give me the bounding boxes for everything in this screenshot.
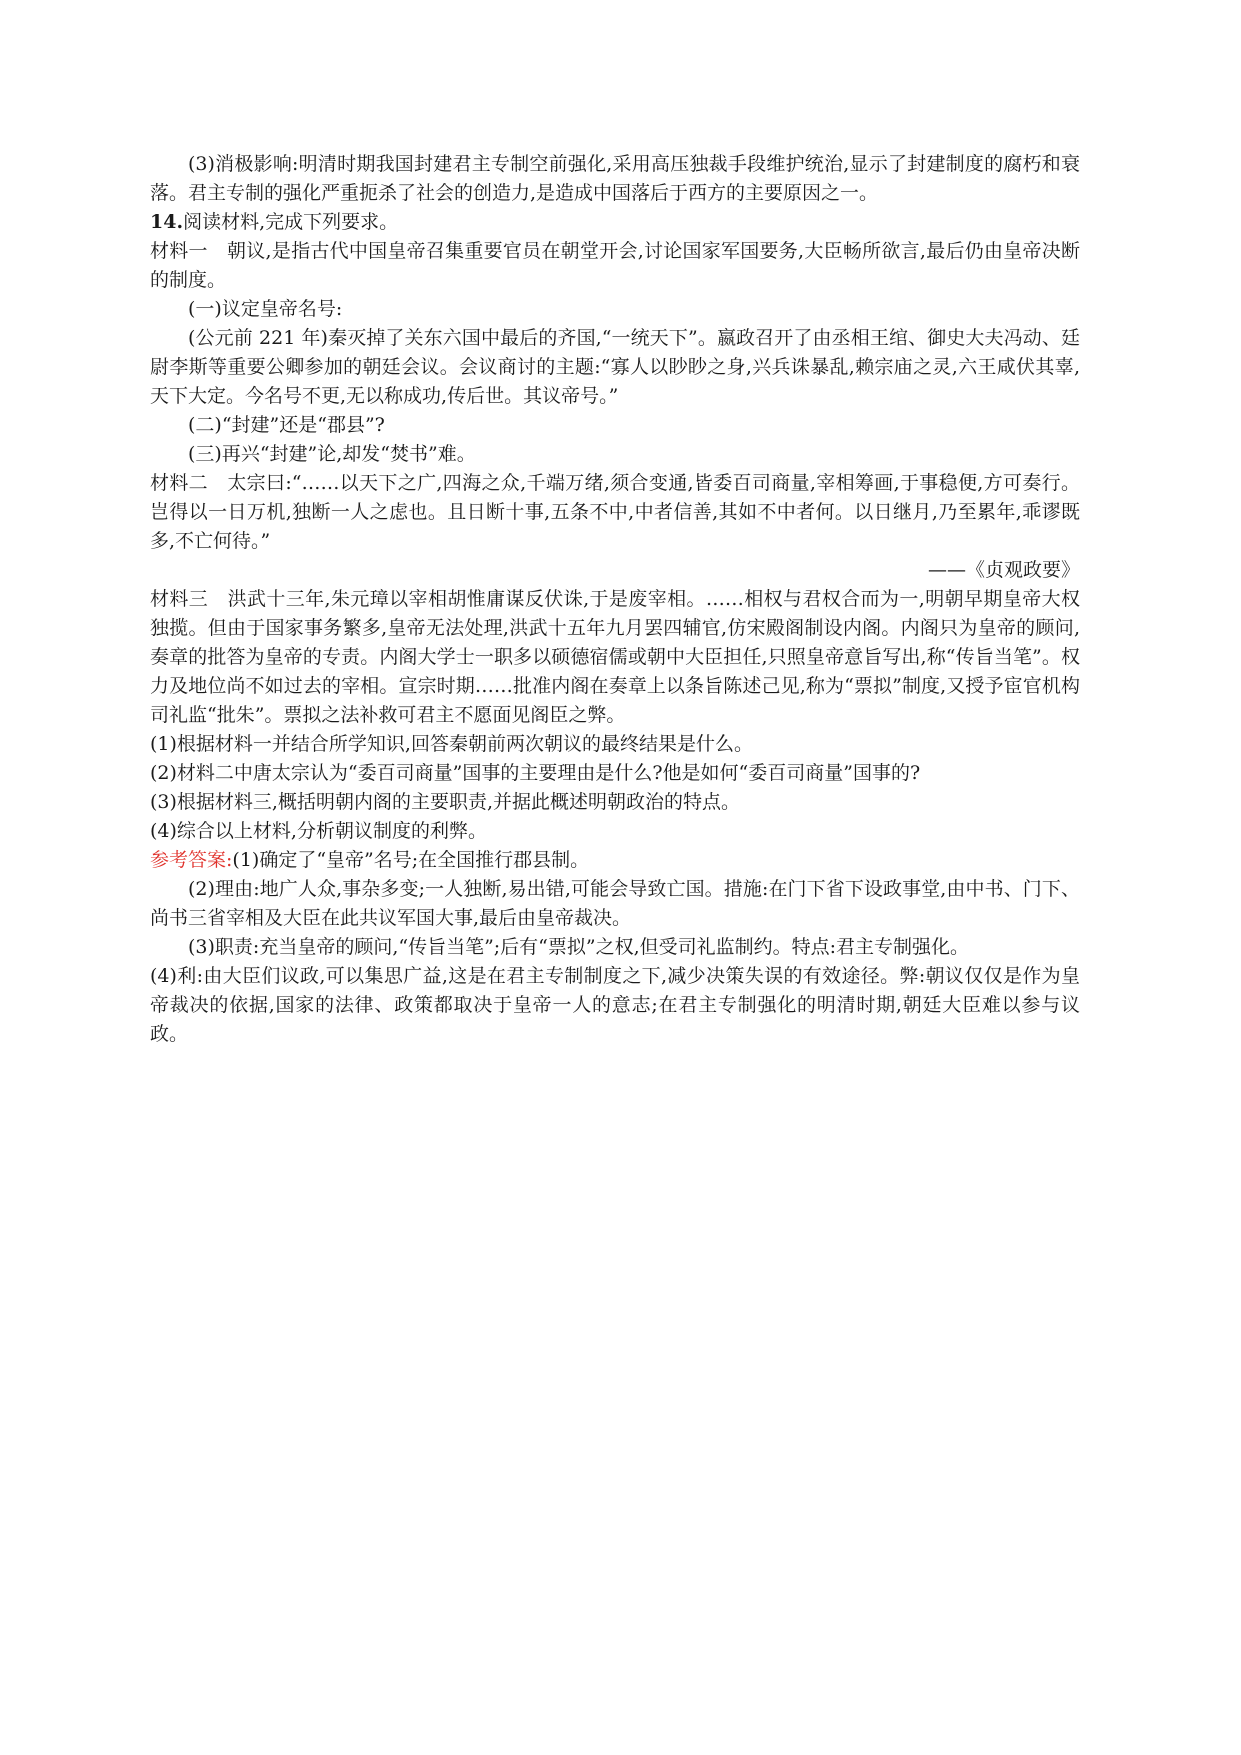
material-2-text: 材料二 太宗曰:“……以天下之广,四海之众,千端万绪,须合变通,皆委百司商量,宰相筹画,于事稳便,方可奏行。岂得以一日万机,独断一人之虑也。且日断十事,五条不中,中者信善,其如不中者何。以日继月,乃至累年,乖谬既多,不亡何待。” [150,472,1080,552]
previous-answer-3: (3)消极影响:明清时期我国封建君主专制空前强化,采用高压独裁手段维护统治,显示了封建制度的腐朽和衰落。君主专制的强化严重扼杀了社会的创造力,是造成中国落后于西方的主要原因之一。 [150,153,1080,204]
sub-question-1: (1)根据材料一并结合所学知识,回答秦朝前两次朝议的最终结果是什么。 [150,733,753,755]
material-2-source: ——《贞观政要》 [927,559,1080,581]
material-3-text: 材料三 洪武十三年,朱元璋以宰相胡惟庸谋反伏诛,于是废宰相。……相权与君权合而为一,明朝早期皇帝大权独揽。但由于国家事务繁多,皇帝无法处理,洪武十五年九月罢四辅官,仿宋殿阁制设内阁。内阁只为皇帝的顾问,奏章的批答为皇帝的专责。内阁大学士一职多以硕德宿儒或朝中大臣担任,只照皇帝意旨写出,称“传旨当笔”。权力及地位尚不如过去的宰相。宣宗时期……批准内阁在奏章上以条旨陈述己见,称为“票拟”制度,又授予宦官机构司礼监“批朱”。票拟之法补救可君主不愿面见阁臣之弊。 [150,588,1080,726]
document-page [150,150,1080,1049]
material-1-item-1-text: (公元前 221 年)秦灭掉了关东六国中最后的齐国,“一统天下”。嬴政召开了由丞相王绾、御史大夫冯动、廷尉李斯等重要公卿参加的朝廷会议。会议商讨的主题:“寡人以眇眇之身,兴兵诛暴乱,赖宗庙之灵,六王咸伏其辜,天下大定。今名号不更,无以称成功,传后世。其议帝号。” [150,327,1080,407]
answer-label: 参考答案: [150,849,233,871]
question-prompt: 阅读材料,完成下列要求。 [183,211,399,233]
material-1-intro: 材料一 朝议,是指古代中国皇帝召集重要官员在朝堂开会,讨论国家军国要务,大臣畅所欲言,最后仍由皇帝决断的制度。 [150,240,1080,291]
sub-question-4: (4)综合以上材料,分析朝议制度的利弊。 [150,820,487,842]
sub-question-2: (2)材料二中唐太宗认为“委百司商量”国事的主要理由是什么?他是如何“委百司商量”国事的? [150,762,921,784]
answer-3: (3)职责:充当皇帝的顾问,“传旨当笔”;后有“票拟”之权,但受司礼监制约。特点:君主专制强化。 [188,936,970,958]
sub-question-3: (3)根据材料三,概括明朝内阁的主要职责,并据此概述明朝政治的特点。 [150,791,740,813]
material-1-item-2: (二)“封建”还是“郡县”? [188,414,385,436]
question-14-heading [150,208,1080,237]
answer-1 [150,846,1080,875]
material-1-item-1: (一)议定皇帝名号: [188,298,343,320]
answer-4: (4)利:由大臣们议政,可以集思广益,这是在君主专制制度之下,减少决策失误的有效途径。弊:朝议仅仅是作为皇帝裁决的依据,国家的法律、政策都取决于皇帝一人的意志;在君主专制强化的明清时期,朝廷大臣难以参与议政。 [150,965,1080,1045]
material-1-item-3: (三)再兴“封建”论,却发“焚书”难。 [188,443,476,465]
answer-1-text: (1)确定了“皇帝”名号;在全国推行郡县制。 [232,849,590,871]
answer-2: (2)理由:地广人众,事杂多变;一人独断,易出错,可能会导致亡国。措施:在门下省下设政事堂,由中书、门下、尚书三省宰相及大臣在此共议军国大事,最后由皇帝裁决。 [150,878,1080,929]
question-number: 14. [150,211,184,233]
